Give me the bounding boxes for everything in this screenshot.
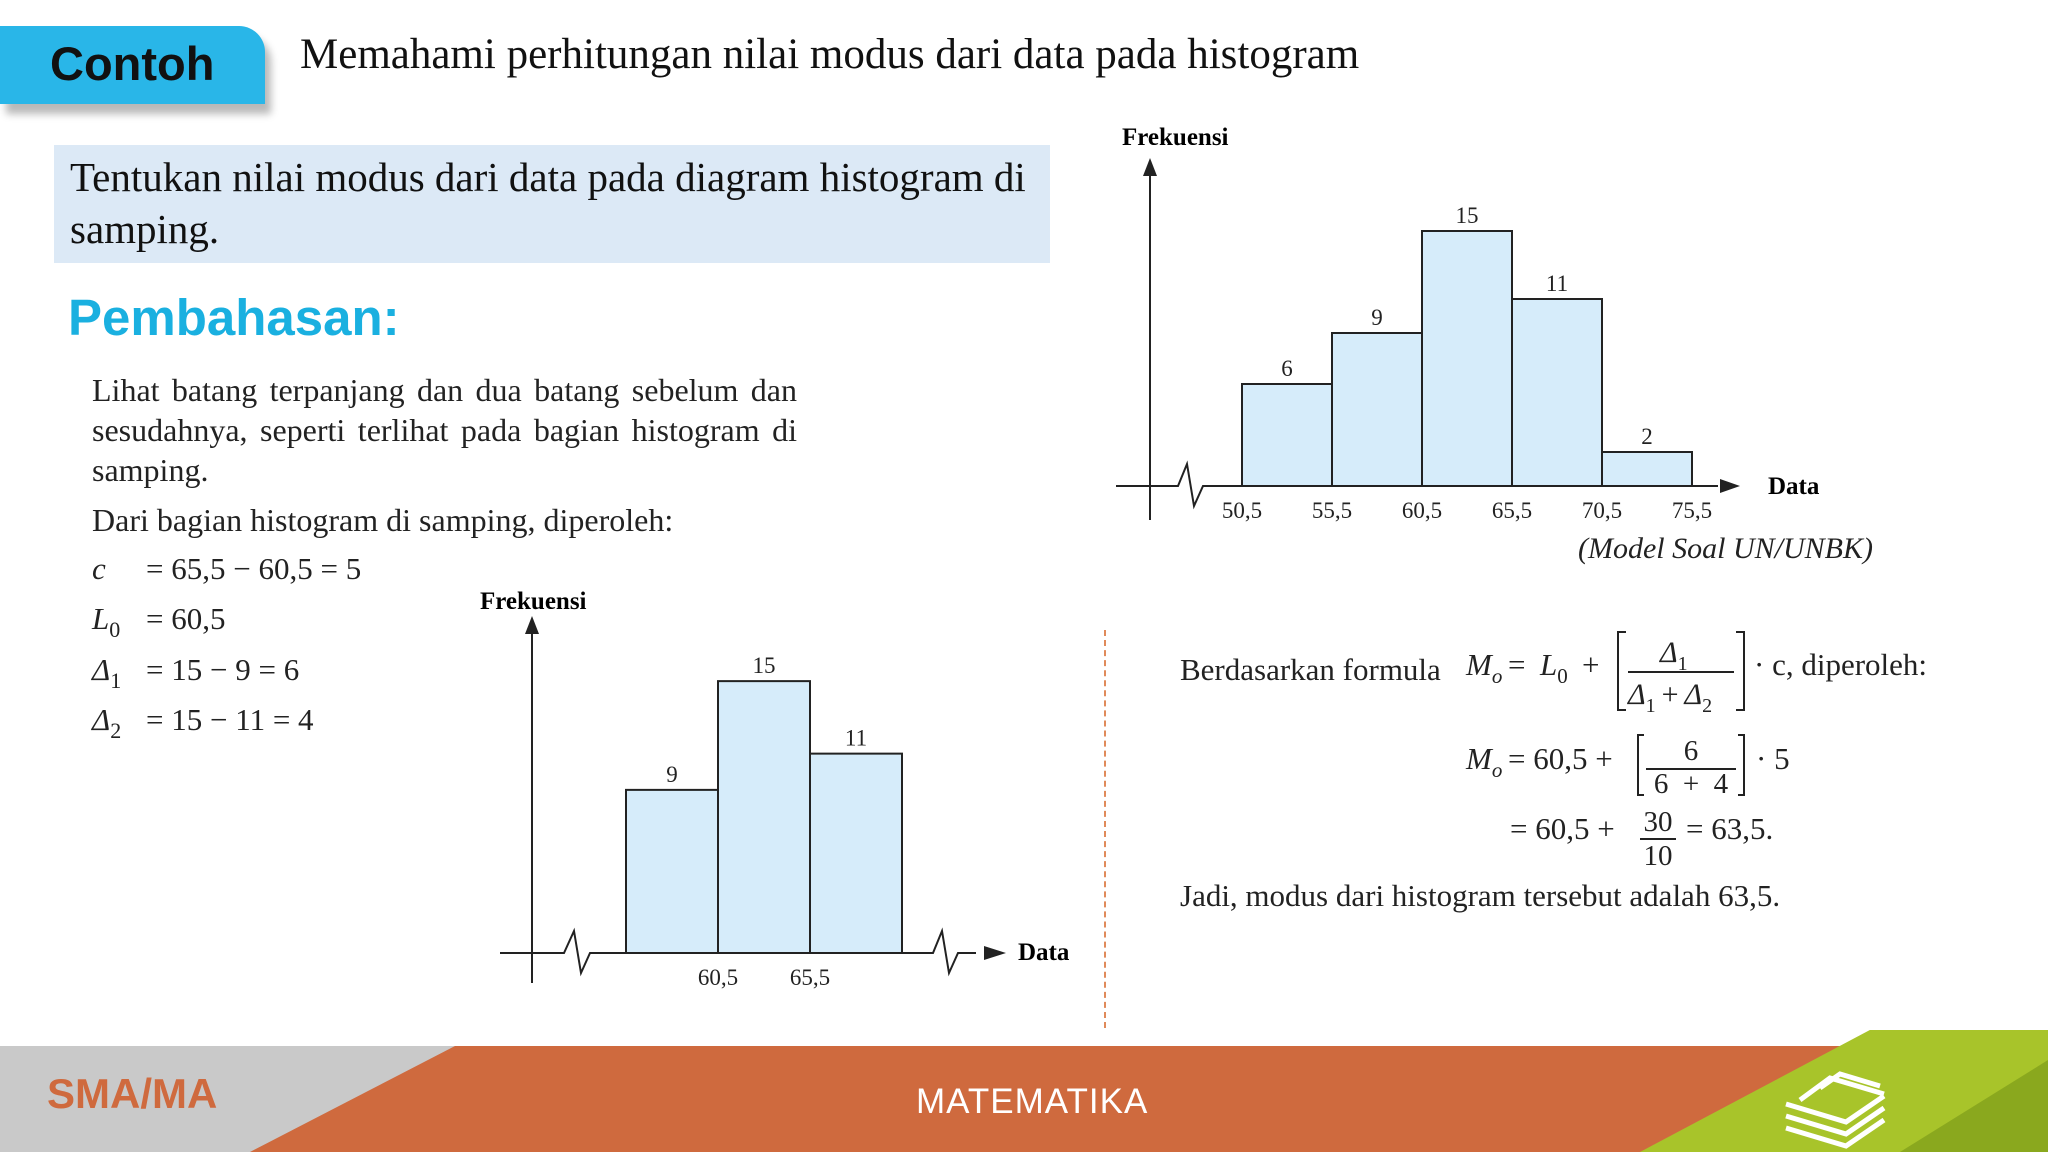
step2-lhs: = 60,5 + <box>1510 811 1615 846</box>
detail-y-axis-label: Frekuensi <box>480 588 587 615</box>
x-tick-label: 65,5 <box>789 965 831 990</box>
value-symbol: c <box>92 551 106 586</box>
value-expression: = 15 − 11 = 4 <box>146 702 314 737</box>
svg-text:+: + <box>1582 647 1600 682</box>
formula-tail: · c, diperoleh: <box>1754 647 1928 682</box>
column-divider <box>1104 630 1106 1028</box>
x-tick-label: 60,5 <box>1401 498 1443 523</box>
formula-line <box>1180 652 1441 688</box>
value-symbol: Δ <box>92 652 111 687</box>
value-row-delta1 <box>0 652 500 692</box>
calculation-step-2 <box>1500 795 1820 875</box>
x-axis-arrow-icon <box>984 946 1006 960</box>
source-note: (Model Soal UN/UNBK) <box>1578 532 1873 565</box>
solution-heading: Pembahasan: <box>68 289 400 346</box>
bar-value-label: 11 <box>1545 271 1569 296</box>
svg-text:Mo: $M_o$ <box>1466 741 1503 782</box>
footer-subject-label: MATEMATIKA <box>916 1082 1149 1121</box>
mode-formula <box>1460 620 1950 720</box>
bar-value-label: 9 <box>666 761 678 787</box>
histogram-bar <box>626 790 718 953</box>
step2-numerator: 30 <box>1643 806 1673 838</box>
value-expression: = 15 − 9 = 6 <box>146 652 300 687</box>
histogram-bar <box>1422 231 1512 486</box>
value-symbol: L <box>92 601 110 636</box>
step1-lhs: = 60,5 + <box>1508 741 1613 776</box>
value-subscript: 1 <box>110 668 122 693</box>
bar-value-label: 11 <box>844 725 868 751</box>
step2-denominator: 10 <box>1643 840 1673 872</box>
bar-value-label: 15 <box>752 653 776 679</box>
y-axis-arrow-icon <box>525 616 539 634</box>
value-symbol: Δ <box>92 702 111 737</box>
detail-x-axis-label: Data <box>1018 939 1070 966</box>
value-subscript: 0 <box>109 617 121 642</box>
svg-text:Mo: $M_o$ <box>1466 647 1503 688</box>
histogram-bar <box>1512 299 1602 486</box>
value-expression: = 65,5 − 60,5 = 5 <box>146 551 362 586</box>
y-axis-arrow-icon <box>1143 158 1157 176</box>
svg-text:Δ1: $\Delta_1$ <box>1660 636 1688 675</box>
x-axis-arrow-icon <box>1720 479 1740 493</box>
histogram-bar <box>1242 384 1332 486</box>
histogram-bar <box>1602 452 1692 486</box>
main-y-axis-label: Frekuensi <box>1122 124 1229 151</box>
formula-intro: Berdasarkan formula <box>1180 652 1441 687</box>
svg-text:=: = <box>1508 647 1526 682</box>
x-tick-label: 50,5 <box>1221 498 1263 523</box>
step1-denominator: 6 + 4 <box>1653 768 1729 800</box>
x-tick-label: 70,5 <box>1581 498 1623 523</box>
contoh-label: Contoh <box>50 37 215 90</box>
histogram-bar <box>810 754 902 953</box>
svg-text:L0: $L_0$ <box>1540 647 1568 688</box>
x-tick-label: 55,5 <box>1311 498 1353 523</box>
bar-value-label: 6 <box>1281 356 1293 381</box>
histogram-bar <box>1332 333 1422 486</box>
step1-numerator: 6 <box>1683 735 1699 767</box>
value-subscript: 2 <box>110 718 122 743</box>
x-tick-label: 60,5 <box>697 965 739 990</box>
histogram-bar <box>718 681 810 953</box>
x-tick-label: 65,5 <box>1491 498 1533 523</box>
calculation-step-1 <box>1460 725 1820 805</box>
x-tick-label: 75,5 <box>1671 498 1713 523</box>
bar-value-label: 2 <box>1641 424 1653 449</box>
page-title: Memahami perhitungan nilai modus dari data pada histogram <box>300 31 1360 78</box>
conclusion-text: Jadi, modus dari histogram tersebut adalah 63,5. <box>1180 878 1781 913</box>
main-histogram <box>1110 118 1830 528</box>
footer-level-label: SMA/MA <box>47 1070 218 1117</box>
step2-tail: = 63,5. <box>1686 811 1774 846</box>
value-expression: = 60,5 <box>146 601 226 636</box>
value-row-c <box>0 551 500 591</box>
value-row-delta2 <box>0 702 500 742</box>
solution-paragraph-1: Lihat batang terpanjang dan dua batang sebelum dan sesudahnya, seperti terlihat pada bagian histogram di samping. <box>92 372 797 488</box>
question-text: Tentukan nilai modus dari data pada diagram histogram di samping. <box>70 154 1026 252</box>
value-row-l0 <box>0 601 500 641</box>
main-x-axis-label: Data <box>1768 473 1820 500</box>
step1-tail: · 5 <box>1756 741 1790 776</box>
solution-paragraph-2: Dari bagian histogram di samping, diperoleh: <box>92 502 674 538</box>
bar-value-label: 9 <box>1371 305 1383 330</box>
svg-text:Δ1+Δ2: $\Delta_1 + \Delta_2$ <box>1628 678 1713 717</box>
bar-value-label: 15 <box>1455 203 1479 228</box>
detail-histogram <box>480 578 1100 998</box>
